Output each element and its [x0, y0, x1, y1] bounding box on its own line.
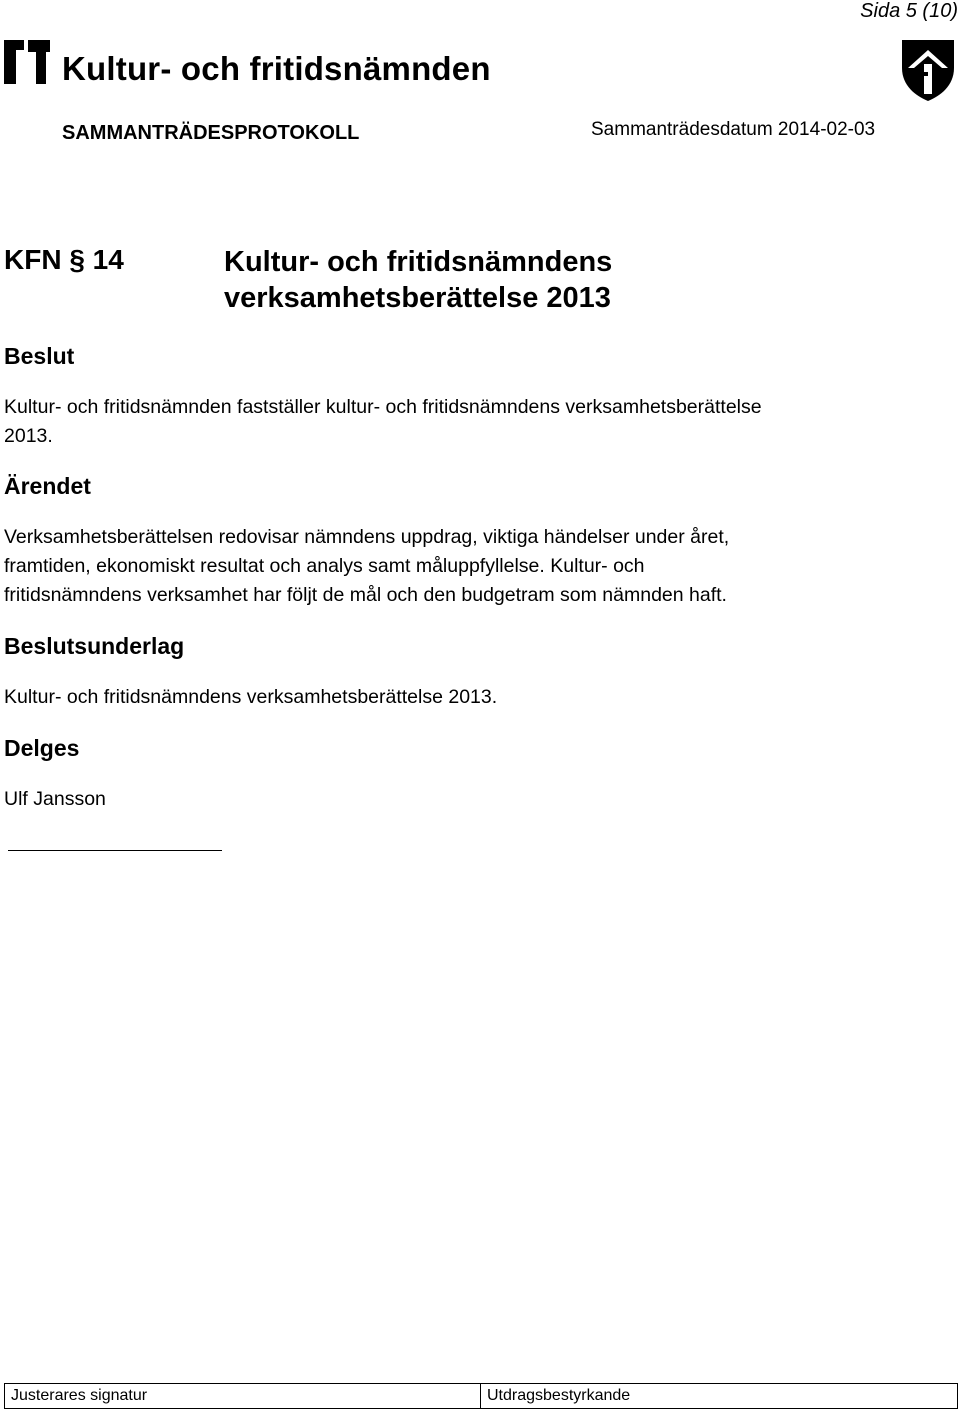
municipality-logo-icon	[4, 40, 50, 84]
text-line: Verksamhetsberättelsen redovisar nämndens uppdrag, viktiga händelser under året,	[4, 526, 730, 548]
text-line: Kultur- och fritidsnämnden fastställer kultur- och fritidsnämndens verksamhetsberättelse	[4, 396, 762, 418]
beslut-heading: Beslut	[4, 343, 75, 369]
coat-of-arms-icon	[900, 38, 956, 102]
text-line: fritidsnämndens verksamhet har följt de mål och den budgetram som nämnden haft.	[4, 584, 727, 606]
delges-text: Ulf Jansson	[4, 788, 106, 810]
arendet-text	[4, 523, 944, 610]
section-title-line: Kultur- och fritidsnämndens	[224, 246, 613, 278]
utdragsbestyrkande-field: Utdragsbestyrkande	[487, 1387, 631, 1404]
beslutsunderlag-heading: Beslutsunderlag	[4, 633, 185, 659]
protocol-type: SAMMANTRÄDESPROTOKOLL	[62, 122, 360, 144]
section-title	[224, 244, 944, 316]
delges-heading: Delges	[4, 735, 80, 761]
meeting-date: Sammanträdesdatum 2014-02-03	[591, 119, 876, 140]
page-number: Sida 5 (10)	[860, 0, 958, 22]
text-line: 2013.	[4, 425, 53, 447]
divider-line	[8, 850, 222, 851]
justerares-signatur-field: Justerares signatur	[5, 1384, 481, 1408]
footer-signature-box	[4, 1383, 958, 1409]
section-title-line: verksamhetsberättelse 2013	[224, 282, 611, 314]
text-line: framtiden, ekonomiskt resultat och analys samt måluppfyllelse. Kultur- och	[4, 555, 645, 577]
section-id: KFN § 14	[4, 244, 124, 275]
beslutsunderlag-text: Kultur- och fritidsnämndens verksamhetsberättelse 2013.	[4, 686, 498, 708]
arendet-heading: Ärendet	[4, 473, 91, 499]
organization-name: Kultur- och fritidsnämnden	[62, 50, 491, 87]
beslut-text	[4, 393, 944, 451]
